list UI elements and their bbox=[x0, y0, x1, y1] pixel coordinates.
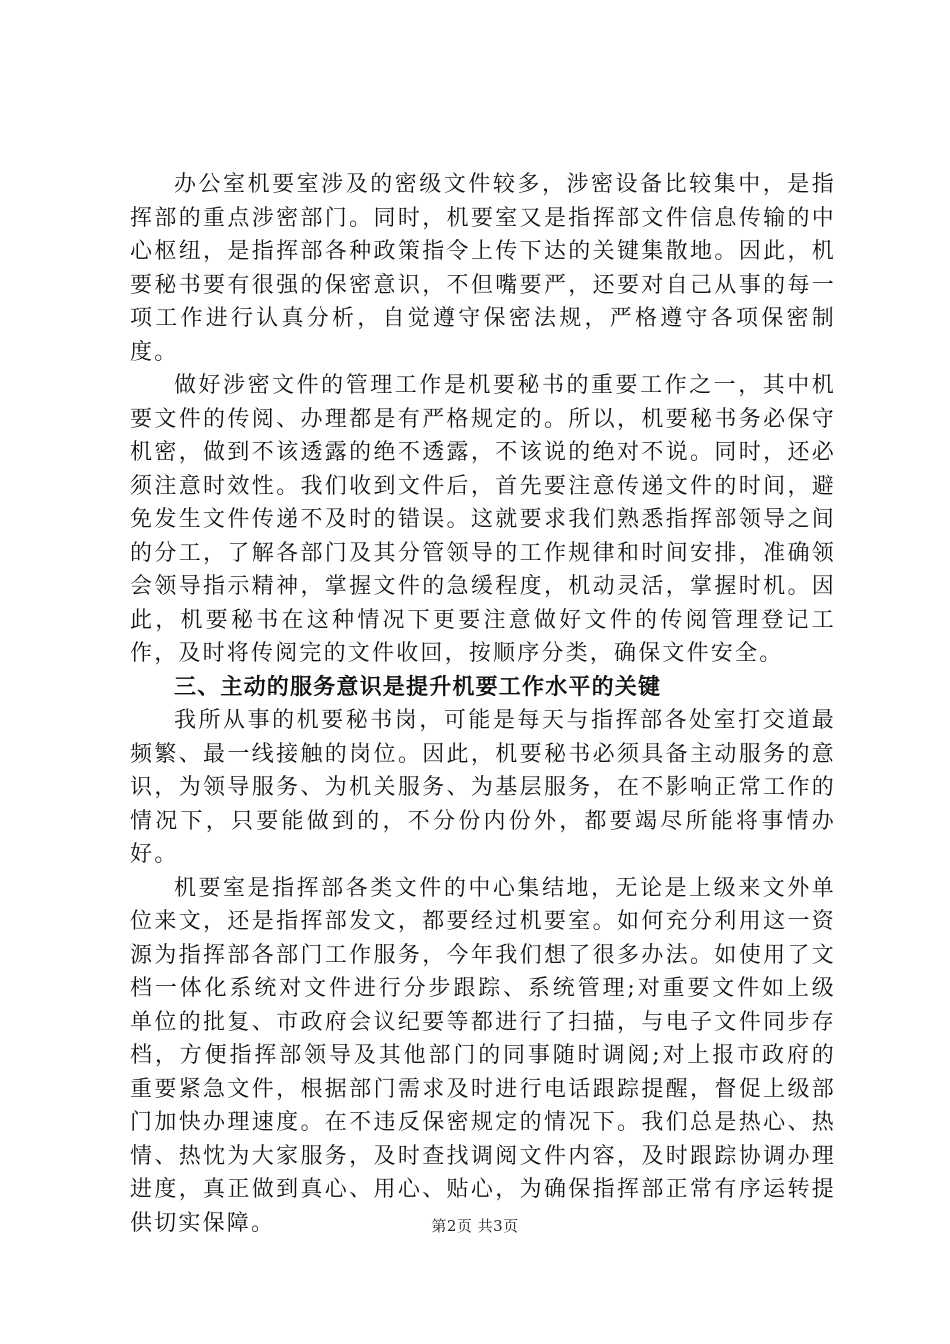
body-paragraph: 我所从事的机要秘书岗，可能是每天与指挥部各处室打交道最频繁、最一线接触的岗位。因此，机要秘书必须具备主动服务的意识，为领导服务、为机关服务、为基层服务，在不影响正常工作的情况下，只要能做到的，不分份内份外，都要竭尽所能将事情办好。 bbox=[130, 708, 836, 867]
section-heading: 三、主动的服务意识是提升机要工作水平的关键 bbox=[174, 674, 662, 700]
body-paragraph: 办公室机要室涉及的密级文件较多，涉密设备比较集中，是指挥部的重点涉密部门。同时，机要室又是指挥部文件信息传输的中心枢纽，是指挥部各种政策指令上传下达的关键集散地。因此，机要秘书要有很强的保密意识，不但嘴要严，还要对自己从事的每一项工作进行认真分析，自觉遵守保密法规，严格遵守各项保密制度。 bbox=[130, 172, 836, 365]
document-body bbox=[130, 168, 836, 1240]
page-number-footer: 第2页 共3页 bbox=[431, 1217, 519, 1235]
body-paragraph: 做好涉密文件的管理工作是机要秘书的重要工作之一，其中机要文件的传阅、办理都是有严格规定的。所以，机要秘书务必保守机密，做到不该透露的绝不透露，不该说的绝对不说。同时，还必须注意时效性。我们收到文件后，首先要注意传递文件的时间，避免发生文件传递不及时的错误。这就要求我们熟悉指挥部领导之间的分工，了解各部门及其分管领导的工作规律和时间安排，准确领会领导指示精神，掌握文件的急缓程度，机动灵活，掌握时机。因此，机要秘书在这种情况下更要注意做好文件的传阅管理登记工作，及时将传阅完的文件收回，按顺序分类，确保文件安全。 bbox=[130, 373, 836, 666]
body-paragraph: 机要室是指挥部各类文件的中心集结地，无论是上级来文外单位来文，还是指挥部发文，都要经过机要室。如何充分利用这一资源为指挥部各部门工作服务，今年我们想了很多办法。如使用了文档一体化系统对文件进行分步跟踪、系统管理;对重要文件如上级单位的批复、市政府会议纪要等都进行了扫描，与电子文件同步存档，方便指挥部领导及其他部门的同事随时调阅;对上报市政府的重要紧急文件，根据部门需求及时进行电话跟踪提醒，督促上级部门加快办理速度。在不违反保密规定的情况下。我们总是热心、热情、热忱为大家服务，及时查找调阅文件内容，及时跟踪协调办理进度，真正做到真心、用心、贴心，为确保指挥部正常有序运转提供切实保障。 bbox=[130, 875, 836, 1236]
